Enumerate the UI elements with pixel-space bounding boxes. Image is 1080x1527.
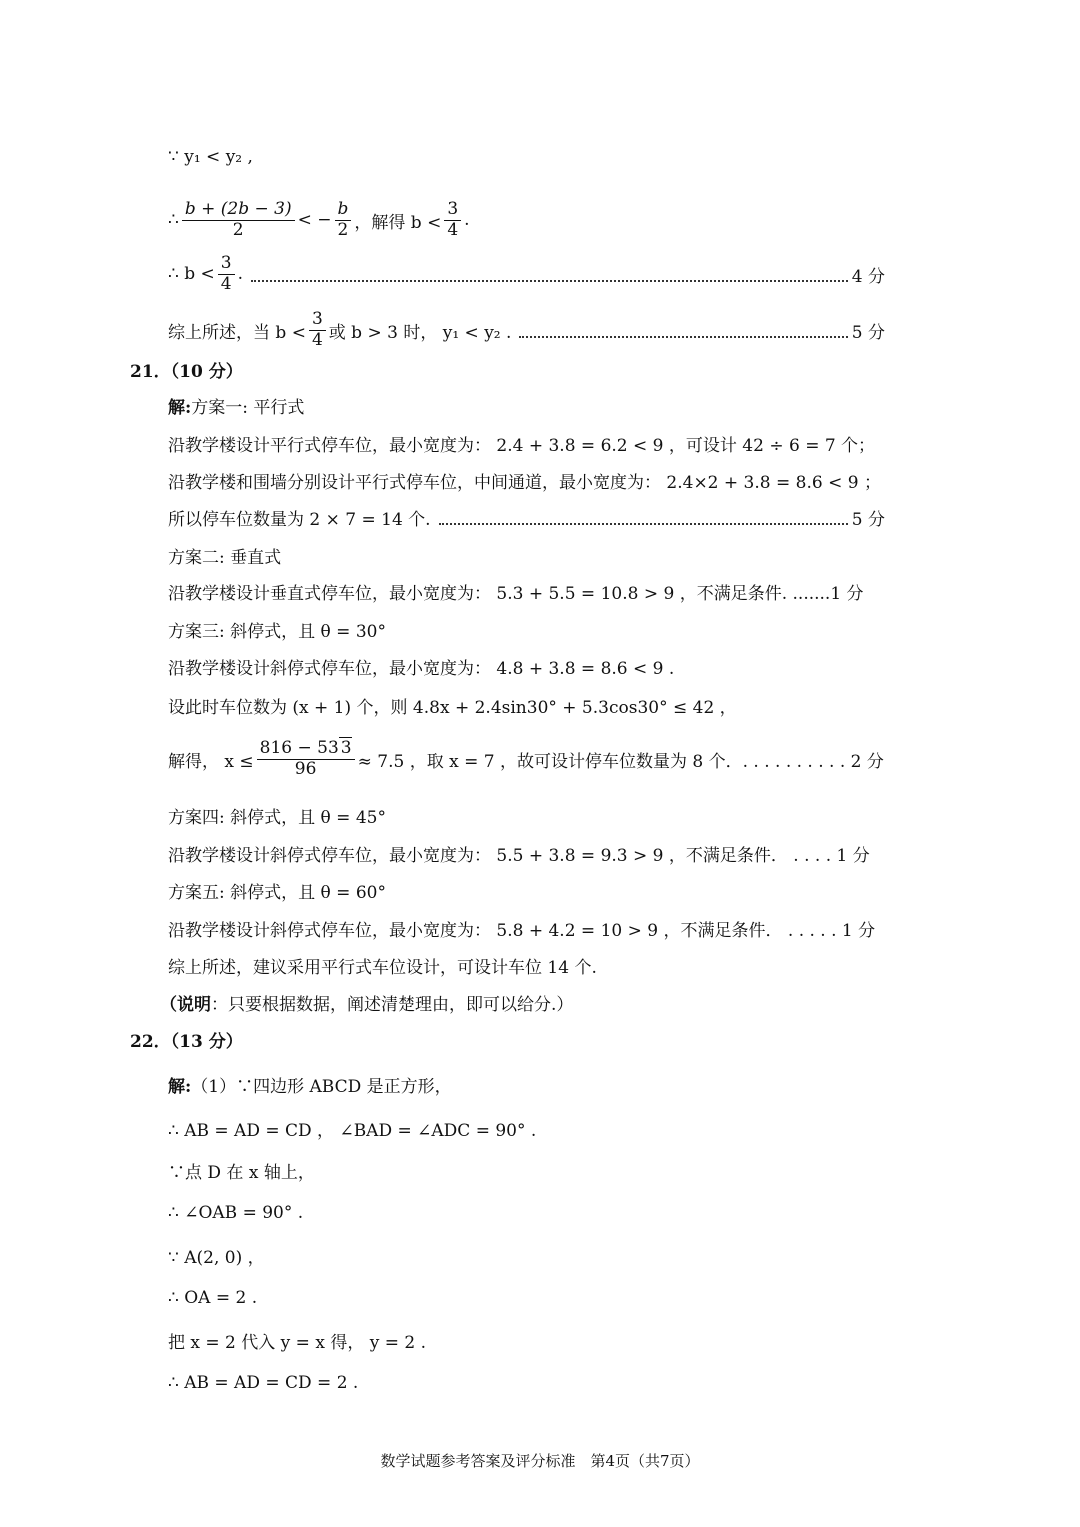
line-10: 方案二: 垂直式 <box>168 547 282 568</box>
line-2: ∴ $\frac{b + (2b - 3)}{2}$ < − $\frac{b}{2}$ ，解得 b < $\frac{3}{4}$ . <box>168 198 470 240</box>
line-21: （说明 ：只要根据数据，阐述清楚理由，即可以给分.） <box>160 994 574 1015</box>
line-3: ∴ b < $\frac{3}{4}$ . 4 分 <box>168 252 885 294</box>
line-20: 综上所述，建议采用平行式车位设计，可设计车位 14 个. <box>168 957 597 978</box>
dot-leader <box>439 523 848 525</box>
dot-leader <box>519 336 847 338</box>
line-9: 所以停车位数量为 2 × 7 = 14 个. 5 分 <box>168 502 885 532</box>
line-24: ∴ AB = AD = CD ， ∠BAD = ∠ADC = 90° . <box>168 1120 537 1141</box>
line-14: 设此时车位数为 (x + 1) 个，则 4.8x + 2.4sin30° + 5.3cos30° ≤ 42 ， <box>168 697 737 718</box>
fraction: $\frac{3}{4}$ <box>309 310 326 350</box>
score: 5 分 <box>851 322 885 343</box>
score: 5 分 <box>851 509 885 530</box>
line-30: ∴ AB = AD = CD = 2 . <box>168 1373 359 1393</box>
line-12: 方案三: 斜停式，且 θ = 30° <box>168 621 386 642</box>
line-29: 把 x = 2 代入 y = x 得， y = 2 . <box>168 1332 426 1353</box>
question-22-header: 22．（13 分） <box>130 1031 243 1052</box>
line-11: 沿教学楼设计垂直式停车位，最小宽度为： 5.3 + 5.5 = 10.8 > 9 ，不满足条件. .......1 分 <box>168 583 864 604</box>
line-7: 沿教学楼设计平行式停车位，最小宽度为： 2.4 + 3.8 = 6.2 < 9 ，可设计 42 ÷ 6 = 7 个； <box>168 435 876 456</box>
fraction: $\frac{816 - 53 3}{96}$ <box>257 739 355 779</box>
question-21-header: 21．（10 分） <box>130 361 243 382</box>
fraction: $\frac{b}{2}$ <box>335 200 352 240</box>
sqrt: 3 <box>340 737 352 758</box>
fraction: $\frac{b + (2b - 3)}{2}$ <box>182 200 295 240</box>
line-13: 沿教学楼设计斜停式停车位，最小宽度为： 4.8 + 3.8 = 8.6 < 9 . <box>168 658 675 679</box>
line-23: 解: （1）∵四边形 ABCD 是正方形， <box>168 1076 452 1097</box>
line-26: ∴ ∠OAB = 90° . <box>168 1203 304 1223</box>
fraction: $\frac{3}{4}$ <box>444 200 461 240</box>
line-8: 沿教学楼和围墙分别设计平行式停车位，中间通道，最小宽度为： 2.4×2 + 3.8 = 8.6 < 9 ； <box>168 472 881 493</box>
dot-leader <box>251 280 848 282</box>
line-25: ∵点 D 在 x 轴上， <box>168 1162 315 1183</box>
line-16: 方案四: 斜停式，且 θ = 45° <box>168 807 386 828</box>
line-15: 解得， x ≤ $\frac{816 - 53 3}{96}$ ≈ 7.5 ，取 x = 7 ，故可设计停车位数量为 8 个．. . . . . . . . . . 2 分 <box>168 737 884 779</box>
line-4: 综上所述，当 b < $\frac{3}{4}$ 或 b > 3 时， y₁ < y₂ . 5 分 <box>168 308 885 350</box>
line-28: ∴ OA = 2 . <box>168 1288 258 1308</box>
line-17: 沿教学楼设计斜停式停车位，最小宽度为： 5.5 + 3.8 = 9.3 > 9 ，不满足条件． . . . . 1 分 <box>168 845 870 866</box>
fraction: $\frac{3}{4}$ <box>218 254 235 294</box>
line-18: 方案五: 斜停式，且 θ = 60° <box>168 882 386 903</box>
score: 4 分 <box>851 266 885 287</box>
line-6: 解: 方案一: 平行式 <box>168 397 305 418</box>
line-1: ∵ y₁ < y₂ , <box>168 147 253 167</box>
page-footer: 数学试题参考答案及评分标准 第4页（共7页） <box>380 1452 700 1470</box>
line-19: 沿教学楼设计斜停式停车位，最小宽度为： 5.8 + 4.2 = 10 > 9 ，不满足条件． . . . . . 1 分 <box>168 920 876 941</box>
line-27: ∵ A(2, 0) ， <box>168 1247 265 1268</box>
